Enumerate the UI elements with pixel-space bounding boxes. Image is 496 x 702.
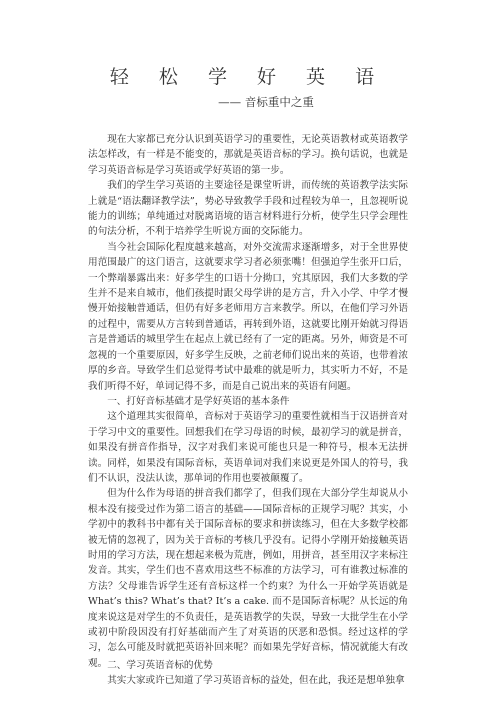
- paragraph: 其实大家或许已知道了学习英语音标的益处，但在此，我还是想单独拿: [107, 675, 405, 687]
- document-body: [88, 132, 408, 671]
- paragraph: 我们的学生学习英语的主要途径是课堂听讲，而传统的英语教学法实际上就是“语法翻译教学法”，势必导致教学手段和过程较为单一，且忽视听说能力的训练；单纯通过对脱离语境的语言材料进行分析，使学生只学会理性的句法分析，不利于培养学生听说方面的交际能力。: [88, 180, 408, 238]
- paragraph: 这个道理其实很简单，音标对于英语学习的重要性就相当于汉语拼音对于学习中文的重要性。回想我们在学习母语的时候，最初学习的就是拼音，如果没有拼音作指导，汉字对我们来说可能也只是一种符号，根本无法拼读。同样，如果没有国际音标，英语单词对我们来说更是外国人的符号，我们不认识，没法认读，那单词的作用也要被颠覆了。: [88, 411, 408, 484]
- section-heading: 一、打好音标基础才是学好英语的基本条件: [107, 395, 290, 407]
- paragraph: 但为什么作为母语的拼音我们都学了，但我们现在大部分学生却说从小根本没有接受过作为第二语言的基础——国际音标的正规学习呢？其实，小学初中的教科书中都有关于国际音标的要求和拼读练习，但在大多数学校都被无情的忽视了，因为关于音标的考核几乎没有。记得小学刚开始接触英语时用的学习方法，现在想起来极为荒唐，例如，用拼音，甚至用汉字来标注发音。其实，学生们也不喜欢用这些不标准的方法学习，可有谁教过标准的方法？父母谁告诉学生还有音标这样一个约束？为什么一开始学英语就是 What’s this? What’s that? It’s a cake. 而不是国际音标呢？从长远的角度来说这是对学生的不负责任，是英语教学的失误，导致一大批学生在小学或初中阶段因没有打好基础而产生了对英语的厌恶和恐惧。经过这样的学习，怎么可能及时就把英语补回来呢？而如果先学好音标，情况就能大有改观。: [88, 488, 408, 669]
- paragraph: 当今社会国际化程度越来越高，对外交流需求逐渐增多，对于全世界使用范围最广的这门语言，这就要求学习者必须张嘴！但强迫学生张开口后，一个弊端暴露出来：好多学生的口语十分拗口，究其原因，我们大多数的学生并不是来自城市，他们孩提时跟父母学讲的是方言，升入小学、中学才慢慢开始接触普通话，但仍有好多老师用方言来教学。所以，在他们学习外语的过程中，需要从方言转到普通话，再转到外语，这就要比刚开始就习得语言是普通话的城里学生在起点上就已经有了一定的距离。另外，师资是不可忽视的一个重要原因，好多学生反映，之前老师们说出来的英语，也带着浓厚的乡音。导致学生们总觉得考试中最难的就是听力，其实听力不好，不是我们听得不好，单词记得不多，而是自己说出来的英语有问题。: [88, 241, 408, 392]
- section-heading: 二、学习英语音标的优势: [107, 660, 213, 671]
- paragraph: 现在大家都已充分认识到英语学习的重要性，无论英语教材或英语教学法怎样改，有一样是不能变的，那就是英语音标的学习。换句话说，也就是学习英语音标是学习英语或学好英语的第一步。: [88, 134, 408, 176]
- document-section-2: [88, 658, 408, 689]
- document-title: 轻 松 学 好 英 语: [109, 66, 387, 88]
- document-subtitle: —— 音标重中之重: [218, 95, 314, 109]
